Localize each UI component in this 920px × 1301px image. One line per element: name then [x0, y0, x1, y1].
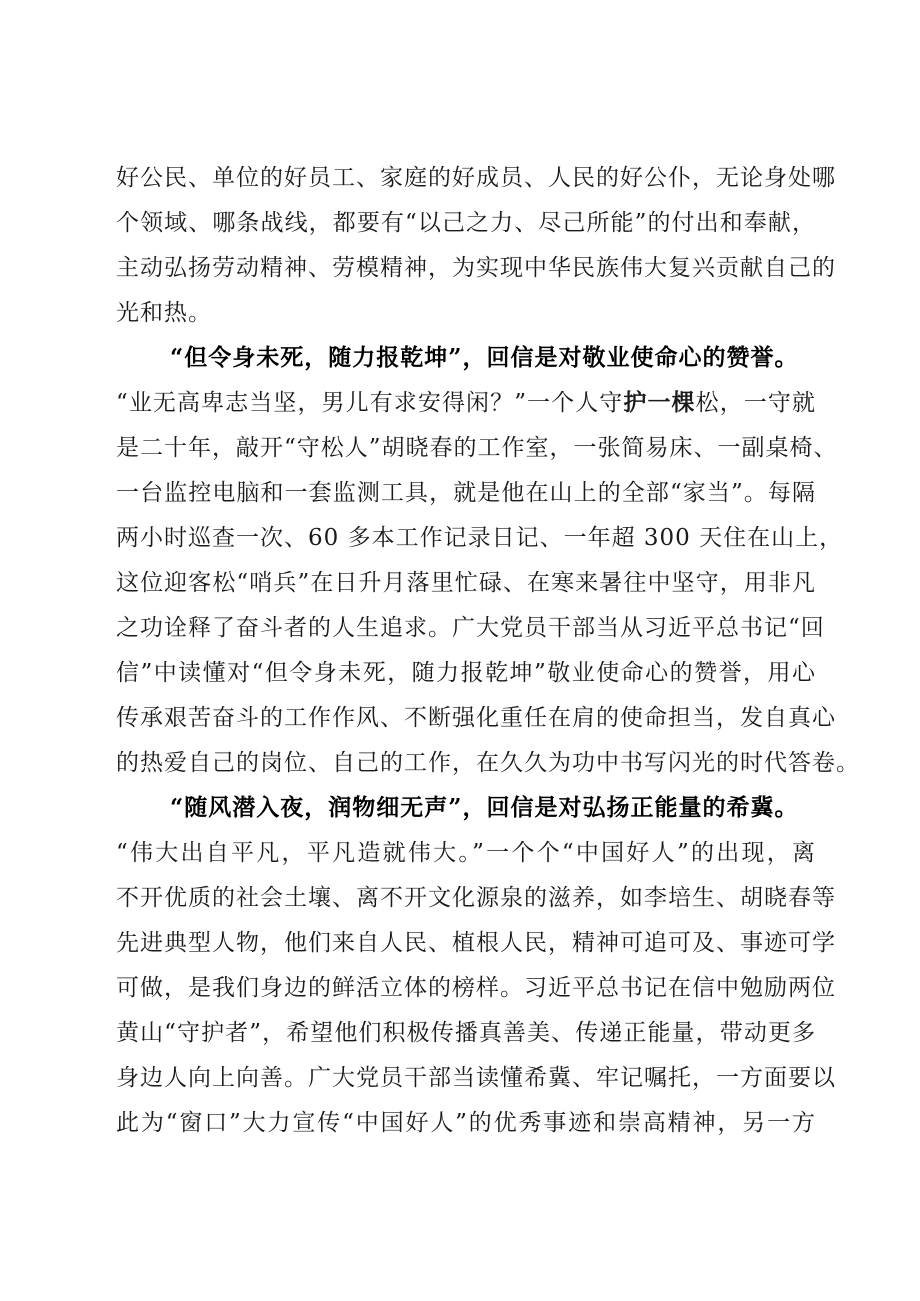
section-heading-2: “随风潜入夜，润物细无声”，回信是对弘扬正能量的希冀。: [170, 794, 799, 821]
body-line-6: 是二十年，敲开“守松人”胡晓春的工作室，一张简易床、一副桌椅、: [116, 435, 838, 461]
body-line-7: 一台监控电脑和一套监测工具，就是他在山上的全部“家当”。每隔: [116, 480, 816, 506]
body-line-19: 身边人向上向善。广大党员干部当读懂希冀、牢记嘱托，一方面要以: [116, 1065, 836, 1091]
body-line-14: “伟大出自平凡，平凡造就伟大。”一个个“中国好人”的出现，离: [116, 840, 816, 866]
body-line-11: 信”中读懂对“但令身未死，随力报乾坤”敬业使命心的赞誉，用心: [116, 660, 816, 686]
body-line-13: 的热爱自己的岗位、自己的工作，在久久为功中书写闪光的时代答卷。: [116, 750, 860, 776]
body-line-10: 之功诠释了奋斗者的人生追求。广大党员干部当从习近平总书记“回: [116, 615, 825, 641]
body-line-17: 可做，是我们身边的鲜活立体的榜样。习近平总书记在信中勉励两位: [116, 975, 836, 1001]
body-line-8: 两小时巡查一次、60 多本工作记录日记、一年超 300 天住在山上，: [116, 525, 844, 551]
body-line-1: 好公民、单位的好员工、家庭的好成员、人民的好公仆，无论身处哪: [116, 165, 836, 191]
section-heading-1: “但令身未死，随力报乾坤”，回信是对敬业使命心的赞誉。: [170, 344, 799, 371]
bold-text: 护一棵: [623, 389, 696, 416]
body-line-15: 不开优质的社会土壤、离不开文化源泉的滋养，如李培生、胡晓春等: [116, 885, 836, 911]
body-line-16: 先进典型人物，他们来自人民、植根人民，精神可追可及、事迹可学: [116, 930, 836, 956]
body-text: 松，一守就: [695, 390, 816, 416]
body-line-12: 传承艰苦奋斗的工作作风、不断强化重任在肩的使命担当，发自真心: [116, 705, 836, 731]
body-line-5: [116, 388, 816, 418]
body-line-3: 主动弘扬劳动精神、劳模精神，为实现中华民族伟大复兴贡献自己的: [116, 255, 836, 281]
body-line-18: 黄山“守护者”，希望他们积极传播真善美、传递正能量，带动更多: [116, 1020, 816, 1046]
body-line-2: 个领域、哪条战线，都要有“以己之力、尽己所能”的付出和奉献，: [116, 210, 816, 236]
body-text: “业无高卑志当坚，男儿有求安得闲？”一个人守: [116, 390, 624, 416]
body-line-9: 这位迎客松“哨兵”在日升月落里忙碌、在寒来暑往中坚守，用非凡: [116, 570, 816, 596]
body-line-20: 此为“窗口”大力宣传“中国好人”的优秀事迹和崇高精神，另一方: [116, 1110, 816, 1136]
body-line-4: 光和热。: [116, 300, 212, 326]
